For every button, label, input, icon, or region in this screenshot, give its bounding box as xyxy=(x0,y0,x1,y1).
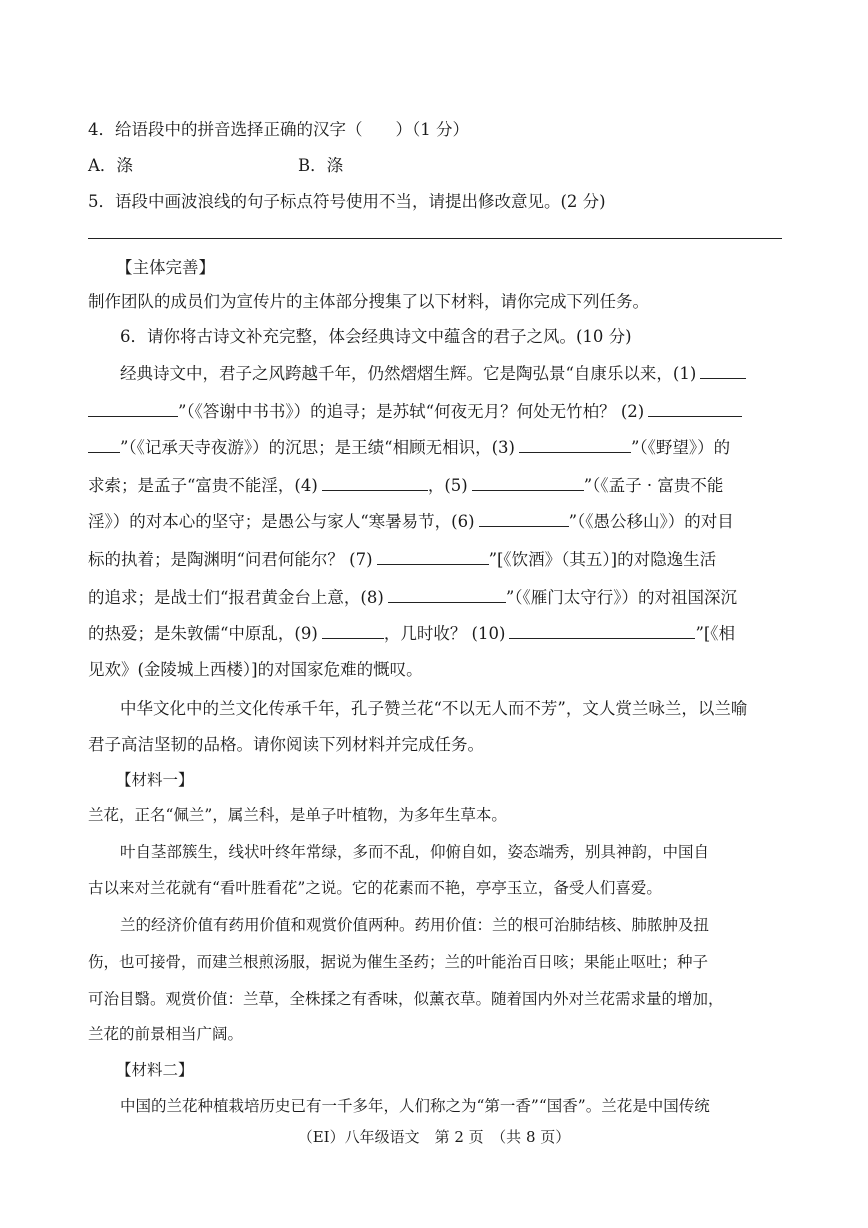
question-6: 6．请你将古诗文补充完整，体会经典诗文中蕴含的君子之风。(10 分) xyxy=(120,327,632,346)
poem-text: ，几时收？ (10) xyxy=(383,624,506,643)
material-1-sentence-3c: 可治目翳。观赏价值：兰草，全株揉之有香味，似薰衣草。随着国内外对兰花需求量的增加， xyxy=(88,990,724,1008)
blank-5[interactable] xyxy=(472,474,584,491)
poem-text: ”（《答谢中书书》）的追寻；是苏轼“何夜无月？何处无竹柏？ (2) xyxy=(178,402,645,421)
poem-text: 求索；是孟子“富贵不能淫，(4) xyxy=(88,476,318,495)
poem-text: ”[《饮酒》（其五）]的对隐逸生活 xyxy=(488,550,717,569)
poem-text: ”（《野望》）的 xyxy=(631,438,731,457)
material-1-sentence-2a: 叶自茎部簇生，线状叶终年常绿，多而不乱，仰俯自如，姿态端秀，别具神韵，中国自 xyxy=(120,843,710,861)
poem-text: 的追求；是战士们“报君黄金台上意，(8) xyxy=(88,588,384,607)
poem-text: ，(5) xyxy=(427,476,468,495)
orchid-intro-1: 中华文化中的兰文化传承千年，孔子赞兰花“不以无人而不芳”，文人赏兰咏兰，以兰喻 xyxy=(120,699,748,718)
poem-line-3 xyxy=(88,436,782,460)
blank-9[interactable] xyxy=(322,622,384,639)
poem-line-4 xyxy=(88,474,782,498)
question-5: 5．语段中画波浪线的句子标点符号使用不当，请提出修改意见。(2 分) xyxy=(88,192,606,211)
poem-line-7 xyxy=(88,586,782,610)
poem-line-8 xyxy=(88,622,782,646)
poem-text: ”（《雁门太守行》）的对祖国深沉 xyxy=(505,588,737,607)
material-1-title: 【材料一】 xyxy=(116,771,194,789)
question-4: 4．给语段中的拼音选择正确的汉字（ ）（1 分） xyxy=(88,120,469,139)
section-intro: 制作团队的成员们为宣传片的主体部分搜集了以下材料，请你完成下列任务。 xyxy=(88,292,649,311)
blank-3[interactable] xyxy=(519,436,631,453)
question-4-options xyxy=(88,154,782,178)
poem-text: 标的执着；是陶渊明“问君何能尔？ (7) xyxy=(88,550,373,569)
blank-1-cont[interactable] xyxy=(88,400,178,417)
blank-4[interactable] xyxy=(322,474,428,491)
poem-text: ”（《孟子 · 富贵不能 xyxy=(583,476,724,495)
blank-2[interactable] xyxy=(648,400,742,417)
poem-line-9: 见欢》(金陵城上西楼）]的对国家危难的慨叹。 xyxy=(88,660,423,679)
poem-text: 经典诗文中，君子之风跨越千年，仍然熠熠生辉。它是陶弘景“自康乐以来，(1) xyxy=(120,364,697,383)
material-1-sentence-3a: 兰的经济价值有药用价值和观赏价值两种。药用价值：兰的根可治肺结核、肺脓肿及扭 xyxy=(120,916,710,934)
material-2-sentence-1: 中国的兰花种植栽培历史已有一千多年，人们称之为“第一香”“国香”。兰花是中国传统 xyxy=(120,1097,710,1115)
material-1-sentence-1: 兰花，正名“佩兰”，属兰科，是单子叶植物，为多年生草本。 xyxy=(88,806,507,824)
option-a: A．涤 xyxy=(88,156,133,175)
blank-1[interactable] xyxy=(700,362,746,379)
section-title: 【主体完善】 xyxy=(116,258,215,277)
poem-text: 淫》）的对本心的坚守；是愚公与家人“寒暑易节，(6) xyxy=(88,512,475,531)
poem-text: 的热爱；是朱敦儒“中原乱，(9) xyxy=(88,624,318,643)
poem-line-6 xyxy=(88,548,782,572)
poem-text: ”[《相 xyxy=(695,624,736,643)
blank-6[interactable] xyxy=(479,510,569,527)
blank-2-cont[interactable] xyxy=(88,436,120,453)
option-b: B．涤 xyxy=(298,156,344,175)
poem-text: ”（《愚公移山》）的对目 xyxy=(568,512,734,531)
blank-10[interactable] xyxy=(509,622,695,639)
material-1-sentence-3b: 伤，也可接骨，而建兰根煎汤服，据说为催生圣药；兰的叶能治百日咳；果能止呕吐；种子 xyxy=(88,953,709,971)
material-1-sentence-2b: 古以来对兰花就有“看叶胜看花”之说。它的花素而不艳，亭亭玉立，备受人们喜爱。 xyxy=(88,879,662,897)
section-divider xyxy=(88,238,782,239)
material-2-title: 【材料二】 xyxy=(116,1061,194,1079)
poem-line-2 xyxy=(88,400,782,424)
page-footer: （EI）八年级语文 第 2 页 （共 8 页） xyxy=(297,1128,571,1146)
poem-line-5 xyxy=(88,510,782,534)
poem-line-1 xyxy=(120,362,782,386)
poem-text: ”（《记承天寺夜游》）的沉思；是王绩“相顾无相识，(3) xyxy=(120,438,515,457)
orchid-intro-2: 君子高洁坚韧的品格。请你阅读下列材料并完成任务。 xyxy=(88,735,484,754)
material-1-sentence-3d: 兰花的前景相当广阔。 xyxy=(88,1025,244,1043)
blank-7[interactable] xyxy=(377,548,489,565)
blank-8[interactable] xyxy=(388,586,506,603)
